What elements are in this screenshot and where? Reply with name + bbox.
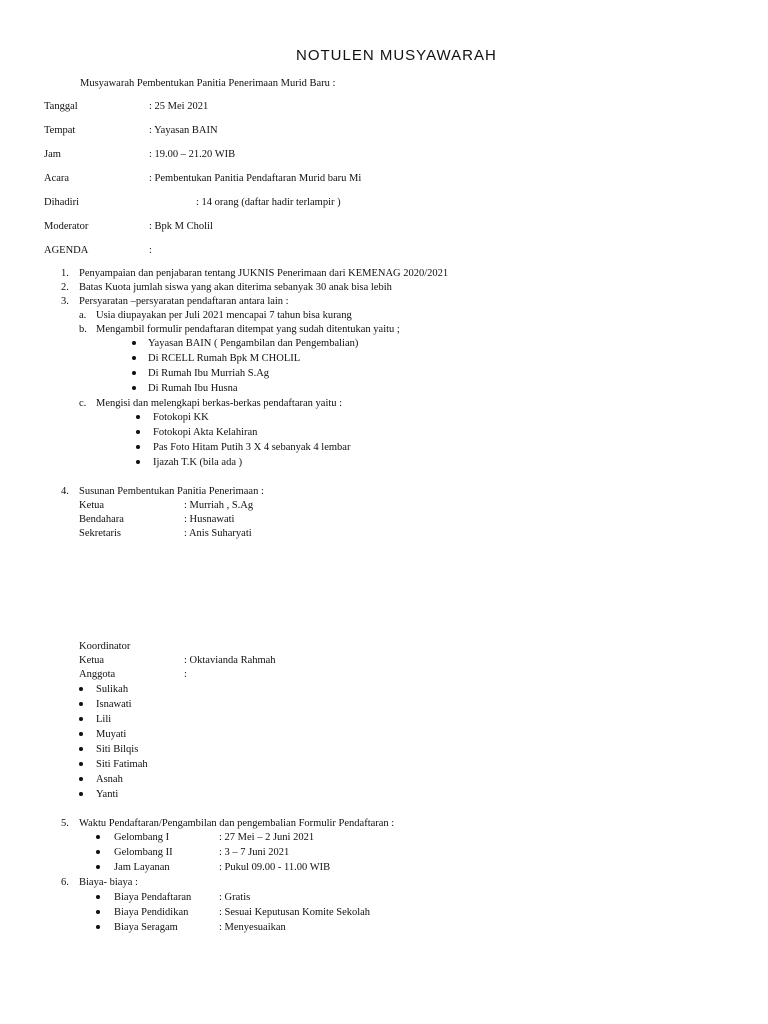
member-item: Siti Bilqis [96, 744, 139, 755]
bullet-icon [132, 341, 136, 345]
field-label-jam: Jam [44, 149, 61, 160]
agenda-item-text: Persyaratan –persyaratan pendaftaran antara lain : [79, 296, 289, 307]
bullet-icon [136, 445, 140, 449]
cost-value: : Menyesuaikan [219, 922, 286, 933]
coordinator-anggota-label: Anggota [79, 669, 116, 680]
sub-letter: a. [79, 310, 87, 321]
sub-letter: c. [79, 398, 87, 409]
field-value-moderator: : Bpk M Cholil [149, 221, 213, 232]
bullet-icon [79, 732, 83, 736]
schedule-value: : Pukul 09.00 - 11.00 WIB [219, 862, 331, 873]
member-item: Yanti [96, 789, 119, 800]
sub-letter: b. [79, 324, 87, 335]
field-label-dihadiri: Dihadiri [44, 197, 79, 208]
section-number: 6. [61, 877, 69, 888]
member-item: Muyati [96, 729, 127, 740]
agenda-number: 2. [61, 282, 69, 293]
document-title: NOTULEN MUSYAWARAH [296, 47, 497, 64]
agenda-number: 1. [61, 268, 69, 279]
place-item: Di RCELL Rumah Bpk M CHOLIL [148, 353, 301, 364]
coordinator-ketua-value: : Oktavianda Rahmah [184, 655, 276, 666]
bullet-icon [79, 747, 83, 751]
document-item: Pas Foto Hitam Putih 3 X 4 sebanyak 4 lembar [153, 442, 351, 453]
bullet-icon [132, 371, 136, 375]
bullet-icon [96, 850, 100, 854]
field-value-tempat: : Yayasan BAIN [149, 125, 218, 136]
bullet-icon [132, 356, 136, 360]
field-value-agenda: : [149, 245, 152, 256]
bullet-icon [79, 717, 83, 721]
field-label-tempat: Tempat [44, 125, 76, 136]
document-item: Ijazah T.K (bila ada ) [153, 457, 243, 468]
agenda-item-text: Penyampaian dan penjabaran tentang JUKNIS Penerimaan dari KEMENAG 2020/2021 [79, 268, 449, 279]
bullet-icon [79, 762, 83, 766]
cost-value: : Gratis [219, 892, 251, 903]
place-item: Di Rumah Ibu Husna [148, 383, 238, 394]
member-item: Lili [96, 714, 112, 725]
bullet-icon [96, 895, 100, 899]
intro-line: Musyawarah Pembentukan Panitia Penerimaan Murid Baru : [80, 78, 336, 89]
field-value-tanggal: : 25 Mei 2021 [149, 101, 209, 112]
bullet-icon [96, 835, 100, 839]
field-value-acara: : Pembentukan Panitia Pendaftaran Murid baru Mi [149, 173, 362, 184]
bullet-icon [79, 777, 83, 781]
schedule-value: : 27 Mei – 2 Juni 2021 [219, 832, 315, 843]
field-label-agenda: AGENDA [44, 245, 89, 256]
committee-label: Bendahara [79, 514, 124, 525]
field-value-jam: : 19.00 – 21.20 WIB [149, 149, 236, 160]
section-number: 4. [61, 486, 69, 497]
bullet-icon [136, 460, 140, 464]
coordinator-heading: Koordinator [79, 641, 131, 652]
member-item: Asnah [96, 774, 123, 785]
committee-value: : Husnawati [184, 514, 235, 525]
field-value-dihadiri: : 14 orang (daftar hadir terlampir ) [196, 197, 341, 208]
schedule-value: : 3 – 7 Juni 2021 [219, 847, 290, 858]
bullet-icon [79, 702, 83, 706]
schedule-label: Gelombang I [114, 832, 170, 843]
cost-label: Biaya Seragam [114, 922, 178, 933]
bullet-icon [132, 386, 136, 390]
field-label-tanggal: Tanggal [44, 101, 78, 112]
bullet-icon [96, 925, 100, 929]
bullet-icon [79, 687, 83, 691]
field-label-acara: Acara [44, 173, 70, 184]
place-item: Yayasan BAIN ( Pengambilan dan Pengembalian) [148, 338, 359, 349]
place-item: Di Rumah Ibu Murriah S.Ag [148, 368, 270, 379]
coordinator-anggota-value: : [184, 669, 187, 680]
bullet-icon [136, 430, 140, 434]
section-heading: Susunan Pembentukan Panitia Penerimaan : [79, 486, 264, 497]
field-label-moderator: Moderator [44, 221, 89, 232]
document-item: Fotokopi Akta Kelahiran [153, 427, 258, 438]
section-heading: Biaya- biaya : [79, 877, 138, 888]
bullet-icon [96, 910, 100, 914]
member-item: Siti Fatimah [96, 759, 148, 770]
committee-label: Sekretaris [79, 528, 121, 539]
bullet-icon [79, 792, 83, 796]
sub-item-text: Usia diupayakan per Juli 2021 mencapai 7 tahun bisa kurang [96, 310, 352, 321]
sub-item-text: Mengambil formulir pendaftaran ditempat yang sudah ditentukan yaitu ; [96, 324, 400, 335]
committee-value: : Anis Suharyati [184, 528, 252, 539]
section-number: 5. [61, 818, 69, 829]
schedule-label: Jam Layanan [114, 862, 170, 873]
agenda-item-text: Batas Kuota jumlah siswa yang akan diterima sebanyak 30 anak bisa lebih [79, 282, 392, 293]
document-item: Fotokopi KK [153, 412, 209, 423]
bullet-icon [136, 415, 140, 419]
cost-value: : Sesuai Keputusan Komite Sekolah [219, 907, 371, 918]
member-item: Sulikah [96, 684, 129, 695]
sub-item-text: Mengisi dan melengkapi berkas-berkas pendaftaran yaitu : [96, 398, 343, 409]
bullet-icon [96, 865, 100, 869]
schedule-label: Gelombang II [114, 847, 173, 858]
cost-label: Biaya Pendidikan [114, 907, 189, 918]
member-item: Isnawati [96, 699, 132, 710]
section-heading: Waktu Pendaftaran/Pengambilan dan pengembalian Formulir Pendaftaran : [79, 818, 395, 829]
cost-label: Biaya Pendaftaran [114, 892, 192, 903]
committee-label: Ketua [79, 500, 105, 511]
coordinator-ketua-label: Ketua [79, 655, 105, 666]
agenda-number: 3. [61, 296, 69, 307]
committee-value: : Murriah , S.Ag [184, 500, 254, 511]
